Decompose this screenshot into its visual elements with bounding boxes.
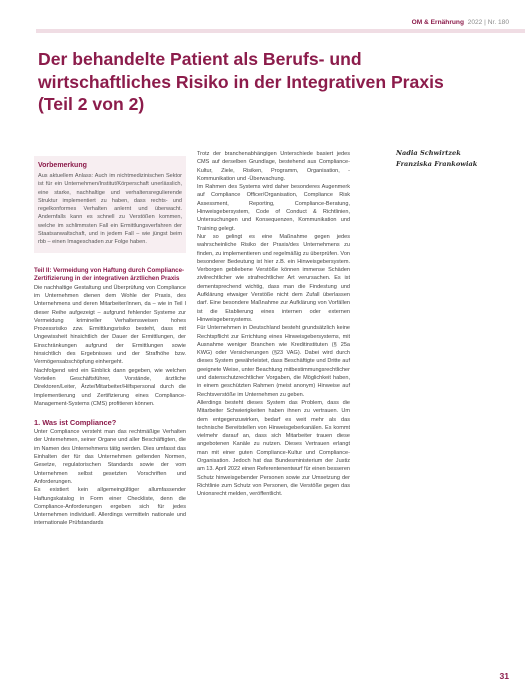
paragraph: Allerdings besteht dieses System das Problem, dass die Mitarbeiter Schwierigkeiten haben ihnen zu vertrauen. Um dem entgegenzuwirken, bedarf es weit mehr als das technische Bereitstellen von Hinweisgeberkanälen. Es kommt vielmehr darauf an, dass sich Mitarbeiter trauen diese angebotenen Kanäle zu nutzen. Dieses Vertrauen erlangt man mit einer guten Compliance-Kultur und Compliance-Organisation. Jedoch hat das Bundesministerium der Justiz am 13. April 2022 einen Referentenentwurf für einen besseren Schutz hinweisgebender Personen sowie zur Umsetzung der Richtlinie zum Schutz von Personen, die Verstöße gegen das Unionsrecht melden, veröffentlicht. [197, 399, 350, 498]
author-name: Franziska Frankowiak [396, 159, 478, 168]
author-column [396, 148, 518, 169]
paragraph: Nachfolgend wird ein Einblick dann gegeben, wie welchen Vorteilen Geschäftsführer, Vorstände, ärztliche Direktoren/Leiter, Ärzte/Mitarbeiter/Hilfspersonal durch die Implementierung und Zertifizierung eines Compliance-Management-Systems (CMS) profitieren können. [34, 367, 186, 407]
paragraph: Unter Compliance versteht man das rechtmäßige Verhalten der Unternehmen, seiner Organe und aller Beschäftigten, die im Namen des Unternehmens tätig werden. Dies umfasst das Einhalten der für das Unternehmen geltenden Normen, Gesetze, regulatorischen Standards sowie der vom Unternehmen selbst gesetzten Vorschriften und Anforderungen. [34, 429, 186, 485]
author-name: Nadia Schwirtzek [396, 149, 461, 157]
journal-issue: Nr. 180 [487, 19, 509, 26]
section-heading-teil2: Teil II: Vermeidung von Haftung durch Compliance-Zertifizierung in der integrativen ärztlichen Praxis [34, 266, 185, 282]
journal-year: 2022 [467, 19, 483, 26]
article-title: Der behandelte Patient als Berufs- und wirtschaftliches Risiko in der Integrativen Praxis (Teil 2 von 2) [38, 49, 444, 114]
preface-box [34, 156, 186, 253]
header-rule [36, 29, 525, 33]
preface-text: Aus aktuellem Anlass: Auch im nichtmedizinischen Sektor ist für ein Unternehmen/Institut/Körperschaft unerlässlich, eine starke, nachhaltige und verhaltensregulierende Struktur implementiert zu haben, dass rechts- und regelkonformes Verhalten anlernt und überwacht. Andernfalls kann es schnell zu Verstößen kommen, welche im schlimmsten Fall ein Ermittlungsverfahren der Staatsanwaltschaft, und in jedem Fall – wie jüngst beim rbb – einen Imageschaden zur Folge haben. [38, 173, 182, 246]
column-middle [197, 150, 350, 498]
paragraph: Trotz der branchenabhängigen Unterschiede basiert jedes CMS auf derselben Grundlage, bestehend aus Compliance-Kultur, Ziele, Risiken, Programm, Organisation, -Kommunikation und -Überwachung. [197, 151, 350, 182]
paragraph: Nur so gelingt es eine Maßnahme gegen jedes wahrscheinliche Risiko der Praxis/des Unternehmens zu finden, zu implementieren und regelmäßig zu überprüfen. Von besonderer Bedeutung ist hier z.B. ein Hinweisgebersystem. Verborgen gebliebene Verstöße können immense Schäden zivilrechtlicher wie strafrechtlicher Art verursachen. Es ist dementsprechend wichtig, dass man die Findestung und Aufklärung etwaiger Verstöße nicht dem Zufall überlassen darf. Eine besondere Maßnahme zur Aufklärung von Vorfällen ist die Etablierung eines internen oder externen Hinweisgebersystems. [197, 233, 350, 323]
page-number: 31 [499, 671, 509, 681]
paragraph: Im Rahmen des Systems wird daher besonderes Augenmerk auf Compliance Officer/Organisation, Compliance Risk Assessment, Reporting, Compliance-Beratung, Hinweisgebersystem, Code of Conduct & Richtlinien, Untersuchungen und Konsequenzen, Kommunikation und Training gelegt. [197, 184, 350, 232]
journal-separator: | [484, 19, 486, 26]
paragraph: Es existiert kein allgemeingültiger allumfassender Haftungskatalog in Form einer Checkliste, denn die Compliance-Anforderungen ergeben sich für jedes Unternehmen individuell. Allerdings vermitteln nationale und internationale Prüfstandards [34, 487, 186, 527]
paragraph: Für Unternehmen in Deutschland besteht grundsätzlich keine Rechtspflicht zur Errichtung eines Hinweisgebersystems, mit Ausnahme weniger Branchen wie Kreditinstituten (§ 25a KWG) oder Versicherungen (§23 VAG). Dabei wird durch dieses System gewährleistet, dass Beschäftigte und Dritte auf geeignete Weise, unter Beachtung mitbestimmungsrechtlicher und datenschutzrechtlicher Vorgaben, die Möglichkeit haben, in einem geschützten Rahmen (meist anonym) Hinweise auf Rechtsverstöße im Unternehmen zu geben. [197, 325, 350, 398]
journal-header [412, 19, 509, 26]
column-left [34, 150, 186, 528]
preface-title: Vorbemerkung [38, 162, 87, 169]
section-heading-compliance: 1. Was ist Compliance? [34, 418, 117, 428]
paragraph: Die nachhaltige Gestaltung und Überprüfung von Compliance im Unternehmen dienen dem Wohle der Praxis, des Unternehmens und deren Mitarbeiter/innen, da – wie in Teil I dieser Reihe aufgezeigt – aufgrund fehlender Systeme zur Vermeidung krimineller Verhaltensweisen hohes Prozessrisiko zzw. Ermittlungsrisiko besteht, dass mit Ungewissheit hinsichtlich der Dauer der Ermittlungen, der Einschränkungen aufgrund der Ermittlungen sowie hinsichtlich des Ergebnisses und der Strafhöhe bzw. Vermögensabschöpfung einhergeht. [34, 284, 186, 366]
journal-name: OM & Ernährung [411, 19, 464, 26]
